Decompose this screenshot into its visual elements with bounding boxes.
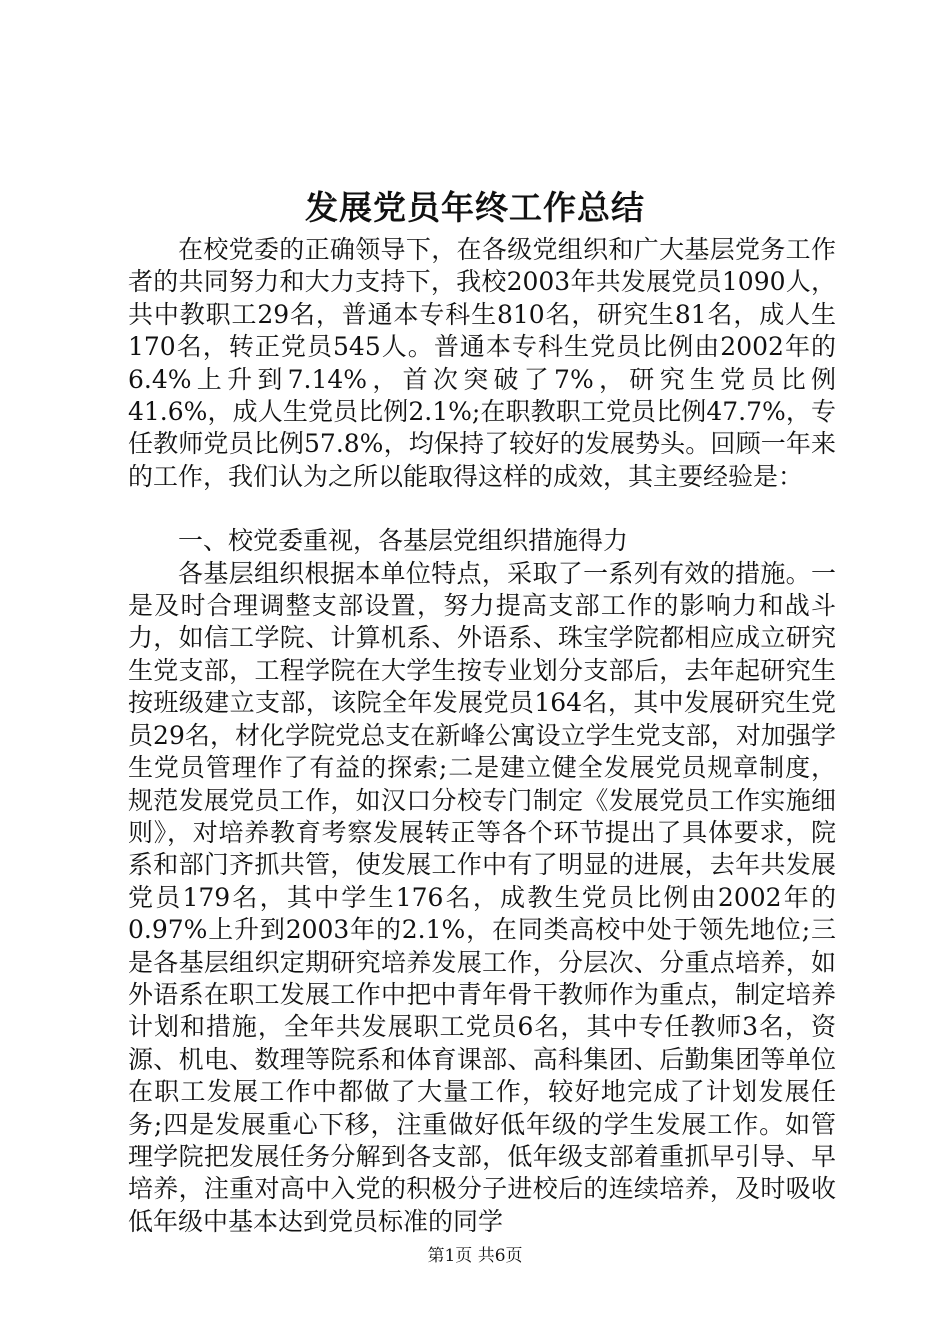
section-paragraph: 各基层组织根据本单位特点，采取了一系列有效的措施。一是及时合理调整支部设置，努力提高支部工作的影响力和战斗力，如信工学院、计算机系、外语系、珠宝学院都相应成立研究生党支部，工程学院在大学生按专业划分支部后，去年起研究生按班级建立支部，该院全年发展党员164名，其中发展研究生党员29名，材化学院党总支在新峰公寓设立学生党支部，对加强学生党员管理作了有益的探索;二是建立健全发展党员规章制度，规范发展党员工作，如汉口分校专门制定《发展党员工作实施细则》，对培养教育考察发展转正等各个环节提出了具体要求，院系和部门齐抓共管，使发展工作中有了明显的进展，去年共发展党员179名，其中学生176名，成教生党员比例由2002年的0.97%上升到2003年的2.1%，在同类高校中处于领先地位;三是各基层组织定期研究培养发展工作，分层次、分重点培养，如外语系在职工发展工作中把中青年骨干教师作为重点，制定培养计划和措施，全年共发展职工党员6名，其中专任教师3名，资源、机电、数理等院系和体育课部、高科集团、后勤集团等单位在职工发展工作中都做了大量工作，较好地完成了计划发展任务;四是发展重心下移，注重做好低年级的学生发展工作。如管理学院把发展任务分解到各支部，低年级支部着重抓早引导、早培养，注重对高中入党的积极分子进校后的连续培养，及时吸收低年级中基本达到党员标准的同学 — [128, 558, 836, 1236]
section-heading: 一、校党委重视，各基层党组织措施得力 — [178, 526, 629, 556]
document-body — [128, 234, 836, 1238]
page-number-footer: 第1页 共6页 — [427, 1246, 523, 1266]
intro-paragraph: 在校党委的正确领导下，在各级党组织和广大基层党务工作者的共同努力和大力支持下，我校2003年共发展党员1090人，共中教职工29名，普通本专科生810名，研究生81名，成人生170名，转正党员545人。普通本专科生党员比例由2002年的6.4%上升到7.14%，首次突破了7%，研究生党员比例41.6%，成人生党员比例2.1%;在职教职工党员比例47.7%，专任教师党员比例57.8%，均保持了较好的发展势头。回顾一年来的工作，我们认为之所以能取得这样的成效，其主要经验是： — [128, 235, 836, 491]
document-title: 发展党员年终工作总结 — [305, 188, 645, 227]
